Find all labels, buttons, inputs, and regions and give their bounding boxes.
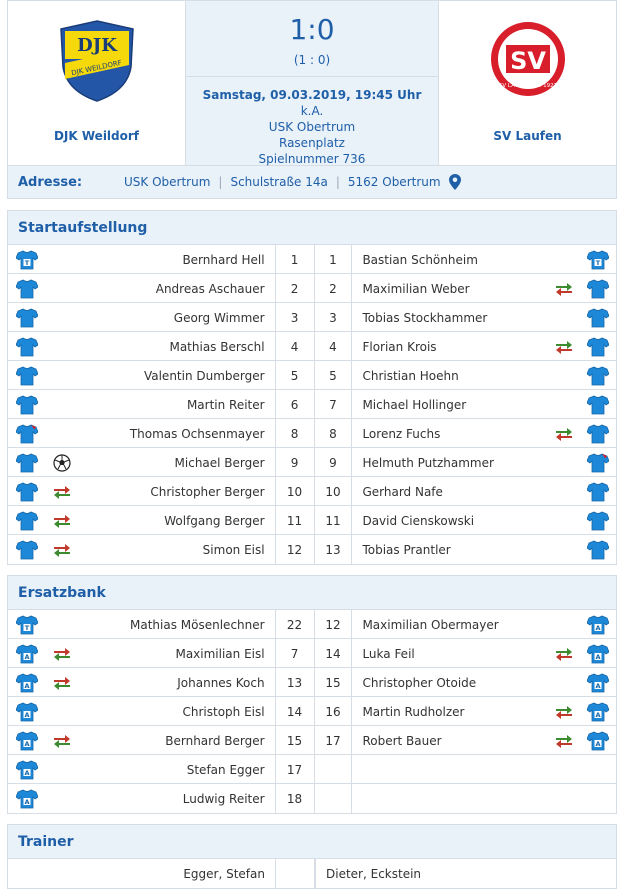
home-event — [46, 535, 78, 564]
info-divider — [186, 76, 438, 77]
away-event — [548, 755, 580, 784]
halftime-score: (1 : 0) — [293, 53, 331, 67]
home-jersey — [8, 477, 46, 506]
away-player-number: 14 — [315, 639, 353, 668]
away-jersey — [580, 610, 616, 639]
home-event — [46, 390, 78, 419]
substitution-icon — [555, 340, 573, 354]
away-event — [548, 361, 580, 390]
jersey-a-icon — [587, 731, 609, 751]
player-row — [8, 610, 616, 639]
away-jersey — [580, 755, 616, 784]
home-player-name[interactable]: Mathias Mösenlechner — [78, 610, 276, 639]
home-jersey — [8, 506, 46, 535]
jersey-icon — [587, 279, 609, 299]
svg-text:A: A — [24, 739, 30, 748]
home-event — [46, 245, 78, 274]
home-player-name[interactable]: Simon Eisl — [78, 535, 276, 564]
player-row — [8, 332, 616, 361]
away-player-number: 4 — [315, 332, 353, 361]
away-jersey — [580, 506, 616, 535]
home-event — [46, 755, 78, 784]
svg-text:A: A — [595, 710, 601, 719]
away-player-name[interactable]: Luka Feil — [362, 646, 415, 661]
home-player-number: 18 — [276, 784, 315, 813]
home-jersey — [8, 755, 46, 784]
address-separator: | — [218, 175, 223, 189]
home-player-number: 17 — [276, 755, 315, 784]
home-jersey — [8, 390, 46, 419]
away-player-name[interactable]: Michael Hollinger — [362, 397, 467, 412]
jersey-a-icon — [16, 789, 38, 809]
home-team-name[interactable]: DJK Weildorf — [53, 129, 140, 143]
away-player-number: 13 — [315, 535, 353, 564]
home-jersey — [8, 245, 46, 274]
home-player-number: 2 — [276, 274, 315, 303]
jersey-icon — [16, 482, 38, 502]
lineup-title: Startaufstellung — [8, 211, 616, 245]
away-player-number: 15 — [315, 668, 353, 697]
home-player-number: 7 — [276, 639, 315, 668]
away-player-number: 11 — [315, 506, 353, 535]
away-player-name[interactable] — [352, 784, 548, 813]
home-player-name[interactable]: Andreas Aschauer — [78, 274, 276, 303]
away-jersey — [580, 784, 616, 813]
player-row — [8, 390, 616, 419]
home-event — [46, 477, 78, 506]
away-event — [548, 274, 580, 303]
away-jersey — [580, 390, 616, 419]
away-event — [548, 390, 580, 419]
home-player-number: 5 — [276, 361, 315, 390]
home-jersey — [8, 668, 46, 697]
home-event — [46, 610, 78, 639]
jersey-icon — [587, 366, 609, 386]
jersey-icon — [587, 337, 609, 357]
home-player-name[interactable]: Bernhard Hell — [78, 245, 276, 274]
final-score: 1:0 — [289, 13, 335, 46]
address-city: 5162 Obertrum — [347, 175, 441, 189]
jersey-icon — [16, 511, 38, 531]
svg-text:A: A — [595, 739, 601, 748]
substitution-icon — [53, 676, 71, 690]
away-event — [548, 303, 580, 332]
away-player-name[interactable]: Christian Hoehn — [362, 368, 459, 383]
jersey-icon — [16, 424, 38, 444]
away-player-number: 3 — [315, 303, 353, 332]
away-jersey — [580, 668, 616, 697]
player-row — [8, 448, 616, 477]
player-row — [8, 274, 616, 303]
substitution-icon — [555, 427, 573, 441]
jersey-a-icon — [16, 644, 38, 664]
jersey-t-icon — [587, 250, 609, 270]
away-player-name[interactable]: Gerhard Nafe — [362, 484, 443, 499]
player-row — [8, 361, 616, 390]
referee: k.A. — [300, 104, 324, 118]
map-pin-icon[interactable] — [449, 174, 461, 190]
home-player-name[interactable]: Georg Wimmer — [78, 303, 276, 332]
svg-text:T: T — [24, 623, 30, 632]
home-player-number: 13 — [276, 668, 315, 697]
away-jersey — [580, 639, 616, 668]
home-jersey — [8, 726, 46, 755]
home-event — [46, 784, 78, 813]
match-header — [7, 0, 617, 166]
home-event — [46, 419, 78, 448]
home-player-number: 8 — [276, 419, 315, 448]
player-row — [8, 639, 616, 668]
away-player-number: 17 — [315, 726, 353, 755]
home-player-name[interactable]: Stefan Egger — [78, 755, 276, 784]
address-label: Adresse: — [18, 174, 83, 190]
jersey-a-icon — [587, 702, 609, 722]
goal-ball-icon — [53, 454, 71, 472]
away-player-number: 9 — [315, 448, 353, 477]
player-row — [8, 419, 616, 448]
away-player-number: 16 — [315, 697, 353, 726]
away-event — [548, 448, 580, 477]
svg-text:DJK WEILDORF: DJK WEILDORF — [70, 58, 123, 78]
home-jersey — [8, 361, 46, 390]
svg-text:A: A — [24, 797, 30, 806]
home-player-number: 1 — [276, 245, 315, 274]
player-row — [8, 755, 616, 784]
away-player-name[interactable]: Christopher Otoide — [362, 675, 477, 690]
home-event — [46, 639, 78, 668]
jersey-icon — [16, 540, 38, 560]
home-team-box[interactable] — [7, 0, 185, 166]
jersey-icon — [587, 482, 609, 502]
svg-text:A: A — [595, 681, 601, 690]
home-player-name[interactable]: Johannes Koch — [78, 668, 276, 697]
away-event — [548, 668, 580, 697]
away-event — [548, 784, 580, 813]
player-row — [8, 535, 616, 564]
trainer-section — [7, 824, 617, 889]
away-jersey — [580, 332, 616, 361]
home-player-name[interactable]: Bernhard Berger — [78, 726, 276, 755]
jersey-icon — [587, 453, 609, 473]
home-player-name[interactable]: Christoph Eisl — [78, 697, 276, 726]
home-player-name[interactable]: Thomas Ochsenmayer — [78, 419, 276, 448]
home-jersey — [8, 419, 46, 448]
away-player-number: 7 — [315, 390, 353, 419]
jersey-icon — [16, 279, 38, 299]
player-row — [8, 726, 616, 755]
away-player-name[interactable]: Robert Bauer — [362, 733, 442, 748]
home-jersey — [8, 274, 46, 303]
home-jersey — [8, 784, 46, 813]
away-jersey — [580, 726, 616, 755]
away-player-name[interactable]: Martin Rudholzer — [362, 704, 465, 719]
home-player-name[interactable]: Maximilian Eisl — [78, 639, 276, 668]
substitution-icon — [53, 514, 71, 528]
jersey-icon — [587, 395, 609, 415]
game-number: Spielnummer 736 — [258, 152, 366, 166]
home-player-name[interactable]: Valentin Dumberger — [78, 361, 276, 390]
away-player-name[interactable]: Maximilian Obermayer — [362, 617, 499, 632]
away-player-name[interactable]: David Cienskowski — [362, 513, 475, 528]
substitution-icon — [53, 543, 71, 557]
home-player-number: 4 — [276, 332, 315, 361]
away-event — [548, 477, 580, 506]
home-jersey — [8, 535, 46, 564]
away-event — [548, 245, 580, 274]
home-player-number: 3 — [276, 303, 315, 332]
away-jersey — [580, 419, 616, 448]
away-player-number: 8 — [315, 419, 353, 448]
bench-section — [7, 575, 617, 814]
home-player-number: 14 — [276, 697, 315, 726]
player-row — [8, 506, 616, 535]
lineup-section — [7, 210, 617, 565]
away-event — [548, 506, 580, 535]
jersey-icon — [16, 395, 38, 415]
surface: Rasenplatz — [279, 136, 345, 150]
away-jersey — [580, 697, 616, 726]
jersey-icon — [16, 337, 38, 357]
away-jersey — [580, 448, 616, 477]
home-player-name[interactable]: Michael Berger — [78, 448, 276, 477]
away-jersey — [580, 477, 616, 506]
away-player-number — [315, 784, 353, 813]
address-separator: | — [335, 175, 340, 189]
away-player-name[interactable]: Helmuth Putzhammer — [362, 455, 494, 470]
home-player-name[interactable]: Christopher Berger — [78, 477, 276, 506]
home-event — [46, 697, 78, 726]
lineup-table — [8, 245, 616, 564]
home-player-number: 10 — [276, 477, 315, 506]
home-event — [46, 668, 78, 697]
home-player-name[interactable]: Mathias Berschl — [78, 332, 276, 361]
away-player-name[interactable]: Maximilian Weber — [362, 281, 470, 296]
trainer-row — [8, 859, 616, 888]
substitution-icon — [555, 647, 573, 661]
substitution-icon — [555, 734, 573, 748]
away-event — [548, 610, 580, 639]
bench-title: Ersatzbank — [8, 576, 616, 610]
address-street: Schulstraße 14a — [230, 175, 328, 189]
home-player-name[interactable]: Wolfgang Berger — [78, 506, 276, 535]
away-event — [548, 535, 580, 564]
home-team-logo — [57, 19, 137, 103]
home-player-number: 12 — [276, 535, 315, 564]
jersey-a-icon — [16, 760, 38, 780]
match-info — [185, 0, 439, 166]
home-jersey — [8, 303, 46, 332]
player-row — [8, 784, 616, 813]
substitution-icon — [555, 705, 573, 719]
svg-text:A: A — [24, 681, 30, 690]
svg-text:SV LAUFEN e.V. 1927: SV LAUFEN e.V. 1927 — [498, 83, 557, 89]
home-player-name[interactable]: Martin Reiter — [78, 390, 276, 419]
away-trainer: Dieter, Eckstein — [315, 859, 511, 888]
away-player-name[interactable]: Tobias Prantler — [362, 542, 451, 557]
away-player-name[interactable] — [352, 755, 548, 784]
home-event — [46, 726, 78, 755]
venue: USK Obertrum — [268, 120, 356, 134]
match-date: Samstag, 09.03.2019, 19:45 Uhr — [202, 88, 422, 102]
jersey-icon — [587, 424, 609, 444]
home-event — [46, 332, 78, 361]
jersey-icon — [16, 366, 38, 386]
away-event — [548, 697, 580, 726]
trainer-title: Trainer — [8, 825, 616, 859]
home-event — [46, 274, 78, 303]
substitution-icon — [53, 485, 71, 499]
away-player-number: 10 — [315, 477, 353, 506]
away-player-number: 5 — [315, 361, 353, 390]
home-jersey — [8, 448, 46, 477]
jersey-a-icon — [16, 673, 38, 693]
jersey-a-icon — [587, 673, 609, 693]
away-player-number: 12 — [315, 610, 353, 639]
svg-text:T: T — [595, 258, 601, 267]
away-player-name[interactable]: Florian Krois — [362, 339, 437, 354]
home-player-number: 22 — [276, 610, 315, 639]
away-player-name[interactable]: Lorenz Fuchs — [362, 426, 441, 441]
home-player-number: 15 — [276, 726, 315, 755]
address-venue: USK Obertrum — [124, 175, 211, 189]
home-event — [46, 361, 78, 390]
home-jersey — [8, 639, 46, 668]
home-event — [46, 448, 78, 477]
svg-text:T: T — [24, 258, 30, 267]
jersey-a-icon — [16, 731, 38, 751]
away-player-number — [315, 755, 353, 784]
jersey-a-icon — [587, 615, 609, 635]
jersey-icon — [587, 308, 609, 328]
away-event — [548, 726, 580, 755]
away-team-logo — [488, 19, 568, 103]
away-team-box[interactable] — [439, 0, 617, 166]
away-jersey — [580, 361, 616, 390]
home-trainer: Egger, Stefan — [78, 859, 276, 888]
away-player-name[interactable]: Bastian Schönheim — [362, 252, 478, 267]
away-event — [548, 332, 580, 361]
player-row — [8, 303, 616, 332]
jersey-a-icon — [587, 644, 609, 664]
player-row — [8, 477, 616, 506]
substitution-icon — [53, 647, 71, 661]
jersey-icon — [16, 308, 38, 328]
jersey-a-icon — [16, 702, 38, 722]
home-player-name[interactable]: Ludwig Reiter — [78, 784, 276, 813]
substitution-icon — [53, 734, 71, 748]
home-event — [46, 303, 78, 332]
match-details — [186, 87, 438, 167]
home-jersey — [8, 610, 46, 639]
bench-table — [8, 610, 616, 813]
address-bar — [7, 166, 617, 199]
home-player-number: 9 — [276, 448, 315, 477]
jersey-icon — [16, 453, 38, 473]
jersey-icon — [587, 540, 609, 560]
jersey-icon — [587, 511, 609, 531]
substitution-icon — [555, 282, 573, 296]
svg-text:A: A — [24, 710, 30, 719]
jersey-t-icon — [16, 250, 38, 270]
home-jersey — [8, 697, 46, 726]
svg-text:DJK: DJK — [76, 35, 117, 56]
away-event — [548, 419, 580, 448]
svg-text:A: A — [595, 623, 601, 632]
home-jersey — [8, 332, 46, 361]
player-row — [8, 668, 616, 697]
away-jersey — [580, 274, 616, 303]
away-team-name[interactable]: SV Laufen — [493, 129, 562, 143]
home-event — [46, 506, 78, 535]
away-jersey — [580, 535, 616, 564]
away-player-number: 1 — [315, 245, 353, 274]
home-player-number: 6 — [276, 390, 315, 419]
svg-text:A: A — [24, 652, 30, 661]
away-jersey — [580, 303, 616, 332]
jersey-t-icon — [16, 615, 38, 635]
player-row — [8, 245, 616, 274]
home-player-number: 11 — [276, 506, 315, 535]
away-player-name[interactable]: Tobias Stockhammer — [362, 310, 488, 325]
away-event — [548, 639, 580, 668]
player-row — [8, 697, 616, 726]
svg-text:SV: SV — [509, 47, 546, 75]
svg-text:A: A — [24, 768, 30, 777]
svg-text:A: A — [595, 652, 601, 661]
away-player-number: 2 — [315, 274, 353, 303]
away-jersey — [580, 245, 616, 274]
